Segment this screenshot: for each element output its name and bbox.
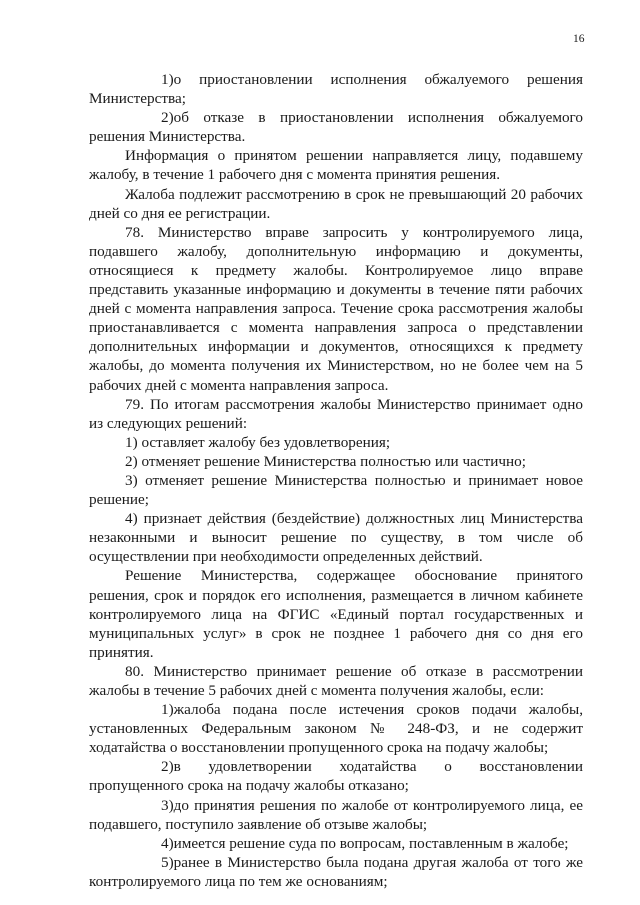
paragraph-item-1: [89, 70, 583, 108]
list-number: 2): [161, 758, 174, 776]
paragraph-79-4: 4) признает действия (бездействие) должностных лиц Министерства незаконными и выносит решение по существу, в том числе об осуществлении при необходимости определенных действий.: [89, 510, 583, 566]
list-number: 4): [161, 834, 174, 852]
list-number: 1): [161, 71, 174, 88]
paragraph-80-4: [89, 834, 583, 853]
paragraph-text: об отказе в приостановлении исполнения обжалуемого решения Министерства.: [89, 109, 583, 146]
paragraph-79-3: 3) отменяет решение Министерства полностью и принимает новое решение;: [89, 471, 583, 509]
paragraph-item-2: [89, 108, 583, 146]
paragraph-79: 79. По итогам рассмотрения жалобы Министерство принимает одно из следующих решений:: [89, 395, 583, 432]
paragraph-text: в удовлетворении ходатайства о восстановлении пропущенного срока на подачу жалобы отказано;: [89, 758, 583, 795]
paragraph-80-3: [89, 796, 583, 834]
list-number: 2): [161, 109, 174, 127]
paragraph-text: о приостановлении исполнения обжалуемого решения Министерства;: [89, 71, 583, 108]
paragraph-decision-placement: Решение Министерства, содержащее обоснование принятого решения, срок и порядок его исполнения, размещается в личном кабинете контролируемого лица на ФГИС «Единый портал государственных и муниципальных услуг» в срок не позднее 1 рабочего дня со дня его принятия.: [89, 567, 583, 661]
paragraph-text: имеется решение суда по вопросам, поставленным в жалобе;: [173, 834, 569, 852]
paragraph-80-1: [89, 700, 583, 757]
paragraph-78: 78. Министерство вправе запросить у контролируемого лица, подавшего жалобу, дополнительную информацию и документы, относящиеся к предмету жалобы. Контролируемое лицо вправе представить указанные информацию и документы в течение пяти рабочих дней с момента направления запроса. Течение срока рассмотрения жалобы приостанавливается с момента направления запроса о представлении дополнительных информации и документов, относящихся к предмету жалобы, до момента получения их Министерством, но не более чем на 5 рабочих дней с момента направления запроса.: [89, 223, 583, 394]
paragraph-80: 80. Министерство принимает решение об отказе в рассмотрении жалобы в течение 5 рабочих дней с момента получения жалобы, если:: [89, 662, 583, 699]
paragraph-text: ранее в Министерство была подана другая жалоба от того же контролируемого лица по тем же основаниям;: [89, 853, 583, 890]
paragraph-80-5: [89, 853, 583, 891]
paragraph-review-term: Жалоба подлежит рассмотрению в срок не превышающий 20 рабочих дней со дня ее регистрации.: [89, 185, 583, 222]
document-body: [89, 70, 583, 891]
list-number: 3): [161, 796, 174, 814]
paragraph-decision-info: Информация о принятом решении направляется лицу, подавшему жалобу, в течение 1 рабочего дня с момента принятия решения.: [89, 147, 583, 184]
paragraph-text: до принятия решения по жалобе от контролируемого лица, ее подавшего, поступило заявление об отзыве жалобы;: [89, 796, 583, 833]
list-number: 5): [161, 853, 174, 871]
paragraph-text: жалоба подана после истечения сроков подачи жалобы, установленных Федеральным законом № 248-ФЗ, и не содержит ходатайства о восстановлении пропущенного срока на подачу жалобы;: [89, 701, 583, 757]
paragraph-79-1: 1) оставляет жалобу без удовлетворения;: [125, 433, 391, 451]
list-number: 1): [161, 701, 174, 719]
paragraph-80-2: [89, 757, 583, 795]
page-number: 16: [573, 33, 585, 45]
paragraph-79-2: 2) отменяет решение Министерства полностью или частично;: [125, 452, 526, 470]
